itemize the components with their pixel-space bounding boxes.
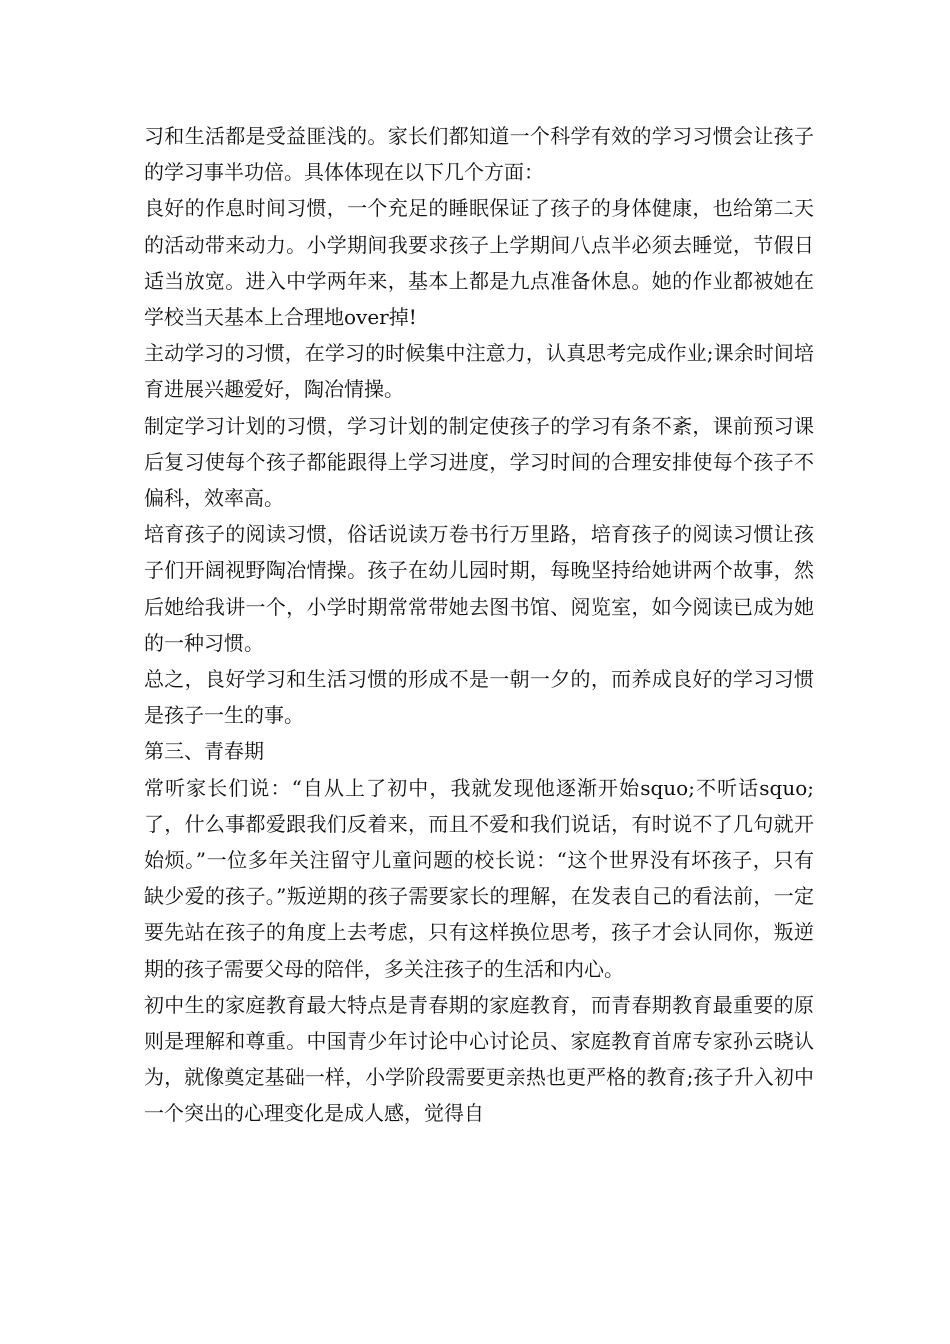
paragraph-study-plan: 制定学习计划的习惯，学习计划的制定使孩子的学习有条不紊，课前预习课后复习使每个孩子都能跟得上学习进度，学习时间的合理安排使每个孩子不偏科，效率高。	[144, 413, 814, 511]
paragraph-sleep-habit: 良好的作息时间习惯，一个充足的睡眠保证了孩子的身体健康，也给第二天的活动带来动力。小学期间我要求孩子上学期间八点半必须去睡觉，节假日适当放宽。进入中学两年来，基本上都是九点准备休息。她的作业都被她在学校当天基本上合理地over掉!	[144, 196, 814, 330]
paragraph-reading-habit: 培育孩子的阅读习惯，俗话说读万卷书行万里路，培育孩子的阅读习惯让孩子们开阔视野陶冶情操。孩子在幼儿园时期，每晚坚持给她讲两个故事，然后她给我讲一个，小学时期常常带她去图书馆、阅览室，如今阅读已成为她的一种习惯。	[144, 522, 814, 655]
paragraph-habits-intro: 习和生活都是受益匪浅的。家长们都知道一个科学有效的学习习惯会让孩子的学习事半功倍。具体体现在以下几个方面：	[144, 124, 814, 185]
paragraph-active-learning: 主动学习的习惯，在学习的时候集中注意力，认真思考完成作业;课余时间培育进展兴趣爱好，陶冶情操。	[144, 341, 814, 402]
section-heading-adolescence: 第三、青春期	[144, 739, 264, 764]
paragraph-adolescent-education: 初中生的家庭教育最大特点是青春期的家庭教育，而青春期教育最重要的原则是理解和尊重。中国青少年讨论中心讨论员、家庭教育首席专家孙云晓认为，就像奠定基础一样，小学阶段需要更亲热也更严格的教育;孩子升入初中一个突出的心理变化是成人感，觉得自	[144, 992, 814, 1126]
document-body	[144, 118, 814, 1132]
paragraph-summary: 总之，良好学习和生活习惯的形成不是一朝一夕的，而养成良好的学习习惯是孩子一生的事。	[144, 667, 814, 728]
paragraph-rebellious-period: 常听家长们说：“自从上了初中，我就发现他逐渐开始squo;不听话squo;了，什么事都爱跟我们反着来，而且不爱和我们说话，有时说不了几句就开始烦。”一位多年关注留守儿童问题的校长说：“这个世界没有坏孩子，只有缺少爱的孩子。”叛逆期的孩子需要家长的理解，在发表自己的看法前，一定要先站在孩子的角度上去考虑，只有这样换位思考，孩子才会认同你，叛逆期的孩子需要父母的陪伴，多关注孩子的生活和内心。	[144, 775, 814, 981]
